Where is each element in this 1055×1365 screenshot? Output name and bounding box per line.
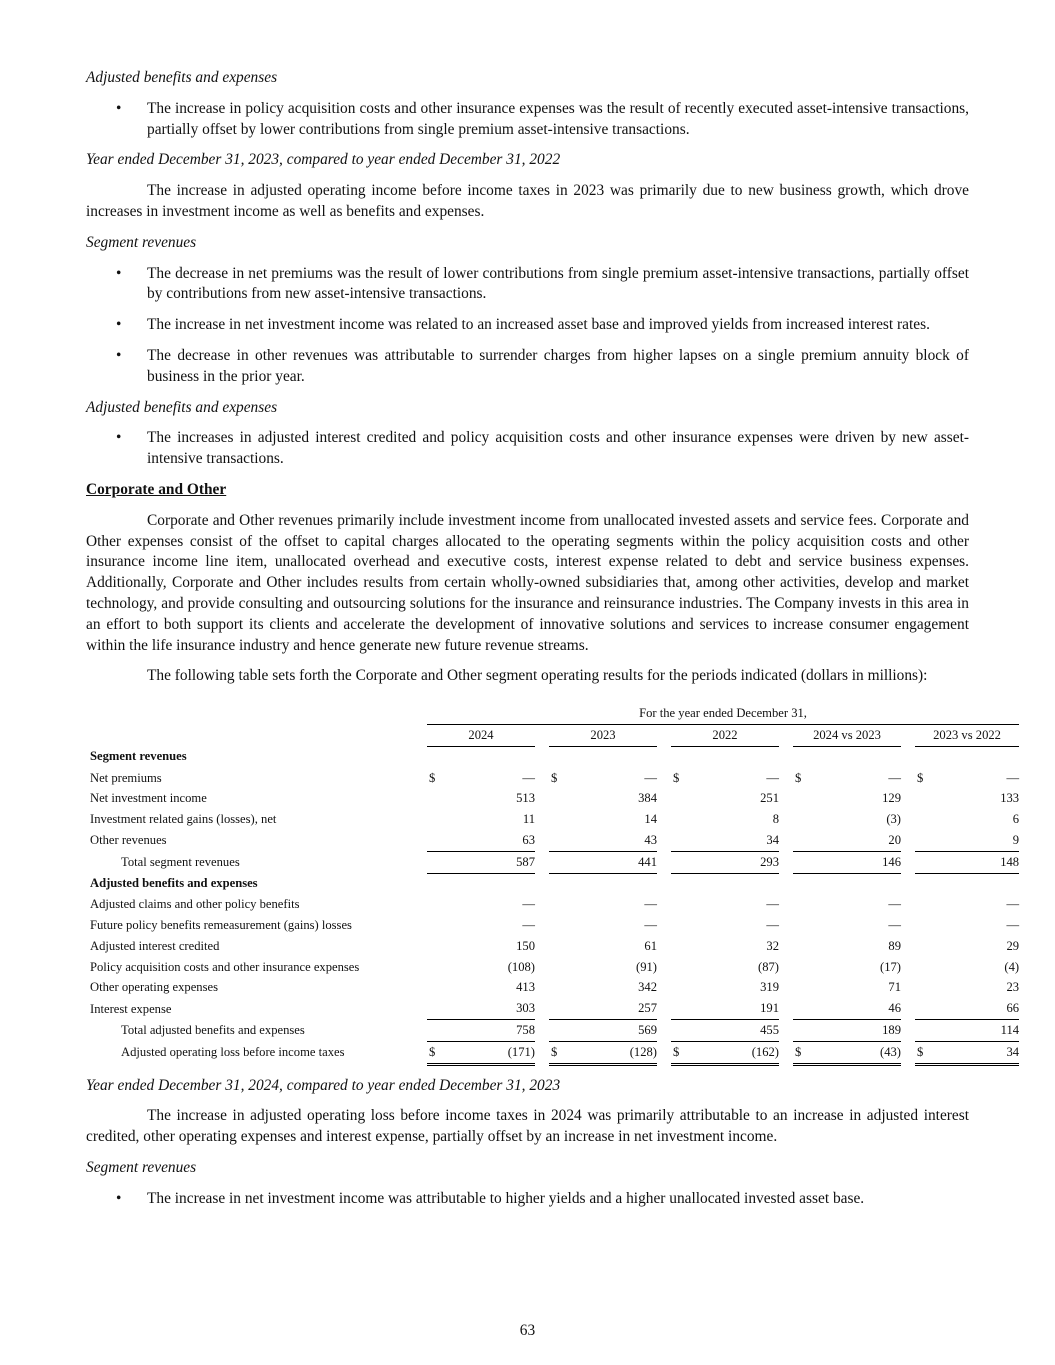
currency-sign: $: [551, 770, 558, 785]
table-cell: —: [766, 897, 779, 912]
table-row: [86, 977, 1019, 998]
row-label: Total segment revenues: [121, 854, 240, 869]
table-cell: —: [522, 897, 535, 912]
table-cell: 455: [685, 1020, 779, 1042]
table-cell: 34: [929, 1041, 1019, 1064]
table-cell: 34: [685, 830, 779, 851]
column-header: 2023: [549, 724, 657, 746]
section-label: Segment revenues: [90, 749, 187, 764]
row-label: Adjusted claims and other policy benefits: [90, 897, 300, 912]
row-label: Total adjusted benefits and expenses: [121, 1023, 305, 1038]
table-cell: 14: [644, 812, 657, 827]
column-header: 2024: [427, 724, 535, 746]
bullet-marker: •: [116, 264, 122, 282]
table-cell: (128): [563, 1041, 657, 1064]
table-cell: —: [888, 770, 901, 785]
table-cell: 413: [516, 980, 535, 995]
super-header: For the year ended December 31,: [427, 703, 1019, 724]
table-cell: 319: [760, 980, 779, 995]
table-row: [86, 998, 1019, 1019]
currency-sign: $: [671, 1041, 685, 1064]
row-label: Future policy benefits remeasurement (gains) losses: [90, 918, 352, 933]
table-cell: 587: [441, 851, 535, 873]
row-label: Other revenues: [90, 833, 167, 848]
table-cell: 61: [644, 938, 657, 953]
table-cell: 43: [563, 830, 657, 851]
table-cell: 66: [929, 998, 1019, 1019]
table-cell: 189: [807, 1020, 901, 1042]
table-row: [86, 936, 1019, 957]
table-cell: (43): [807, 1041, 901, 1064]
table-cell: —: [766, 770, 779, 785]
table-cell: 342: [638, 980, 657, 995]
bullet-marker: •: [116, 1189, 122, 1207]
row-label: Interest expense: [90, 1001, 172, 1016]
bullet-list: [86, 1189, 969, 1210]
currency-sign: $: [549, 1041, 563, 1064]
table-cell: 148: [929, 851, 1019, 873]
table-cell: —: [1006, 897, 1020, 912]
table-cell: 9: [929, 830, 1019, 851]
table-cell: 251: [760, 791, 779, 806]
table-cell: —: [644, 770, 657, 785]
bullet-marker: •: [116, 429, 122, 447]
table-section-row: [86, 873, 1019, 894]
table-cell: 89: [888, 938, 901, 953]
table-cell: 293: [685, 851, 779, 873]
table-cell: (91): [636, 959, 657, 974]
bullet-item: • The increase in policy acquisition costs and other insurance expenses was the result of recently executed asset-intensive transactions, partially offset by lower contributions from single premium asset-intensive transactions.: [116, 99, 969, 138]
table-row: [86, 768, 1019, 789]
bullet-list: [86, 428, 969, 470]
table-cell: 758: [441, 1020, 535, 1042]
table-cell: 63: [441, 830, 535, 851]
table-section-row: [86, 746, 1019, 767]
column-header: 2022: [671, 724, 779, 746]
table-cell: (162): [685, 1041, 779, 1064]
row-label: Investment related gains (losses), net: [90, 812, 277, 827]
subheading-year-2024: Year ended December 31, 2024, compared to year ended December 31, 2023: [86, 1076, 561, 1094]
table-row: [86, 894, 1019, 915]
subheading-adjusted-benefits: Adjusted benefits and expenses: [86, 69, 278, 86]
currency-sign: $: [795, 770, 802, 785]
table-cell: 303: [441, 998, 535, 1019]
table-row: [86, 830, 1019, 851]
subheading-year-2023: Year ended December 31, 2023, compared to year ended December 31, 2022: [86, 151, 561, 169]
table-cell: 8: [772, 812, 779, 827]
table-cell: 20: [807, 830, 901, 851]
bullet-marker: •: [116, 346, 122, 364]
section-heading-corporate-other: Corporate and Other: [86, 480, 227, 498]
page-number: 63: [519, 1322, 536, 1339]
table-cell: —: [522, 918, 535, 933]
paragraph: The following table sets forth the Corporate and Other segment operating results for the periods indicated (dollars in millions):: [147, 667, 928, 685]
table-cell: 384: [638, 791, 657, 806]
table-cell: (171): [441, 1041, 535, 1064]
bullet-item: • The decrease in net premiums was the result of lower contributions from single premium asset-intensive transactions, partially offset by contributions from new asset-intensive transactions.: [116, 264, 969, 303]
table-cell: 23: [1006, 980, 1020, 995]
table-cell: —: [1006, 770, 1020, 785]
table-total-row: [86, 851, 1019, 873]
bullet-item: • The decrease in other revenues was attributable to surrender charges from higher lapses on a single premium annuity block of business in the prior year.: [116, 346, 969, 385]
table-cell: 150: [516, 938, 535, 953]
table-cell: 11: [522, 812, 535, 827]
table-cell: 129: [882, 791, 901, 806]
table-cell: 29: [1006, 938, 1020, 953]
paragraph: The increase in adjusted operating income before income taxes in 2023 was primarily due to new business growth, which drove increases in investment income as well as benefits and expenses.: [86, 182, 969, 220]
row-label: Net investment income: [90, 791, 207, 806]
table-cell: —: [888, 918, 901, 933]
table-header-row: [86, 724, 1019, 746]
subheading-adjusted-benefits: Adjusted benefits and expenses: [86, 398, 278, 416]
table-super-header-row: [86, 703, 1019, 724]
table-cell: (108): [507, 959, 535, 974]
table-cell: 569: [563, 1020, 657, 1042]
paragraph: The increase in adjusted operating loss before income taxes in 2024 was primarily attributable to an increase in adjusted interest credited, other operating expenses and interest expense, partially offset by an increase in net investment income.: [86, 1107, 969, 1146]
table-total-row: [86, 1020, 1019, 1042]
table-cell: 441: [563, 851, 657, 873]
table-cell: —: [888, 897, 901, 912]
table-cell: 146: [807, 851, 901, 873]
currency-sign: $: [427, 1041, 441, 1064]
table-cell: 6: [1012, 812, 1020, 827]
table-cell: 257: [563, 998, 657, 1019]
subheading-segment-revenues: Segment revenues: [86, 1159, 197, 1177]
table-row: [86, 915, 1019, 936]
column-header: 2024 vs 2023: [793, 724, 901, 746]
bullet-marker: •: [116, 99, 122, 117]
table-total-row: [86, 1041, 1019, 1064]
currency-sign: $: [673, 770, 680, 785]
table-cell: —: [1006, 918, 1020, 933]
table-cell: 191: [685, 998, 779, 1019]
subheading-segment-revenues: Segment revenues: [86, 233, 197, 251]
row-label: Other operating expenses: [90, 980, 218, 995]
table-row: [86, 809, 1019, 830]
column-header: 2023 vs 2022: [915, 724, 1019, 746]
document-page: [86, 68, 1020, 1220]
table-row: [86, 957, 1019, 978]
table-cell: 133: [1000, 791, 1020, 806]
table-cell: (3): [886, 812, 901, 827]
bullet-item: • The increase in net investment income was related to an increased asset base and improved yields from increased interest rates.: [86, 315, 969, 336]
table-cell: (17): [880, 959, 901, 974]
bullet-item: • The increases in adjusted interest credited and policy acquisition costs and other insurance expenses were driven by new asset-intensive transactions.: [116, 429, 969, 468]
section-label: Adjusted benefits and expenses: [90, 876, 258, 891]
currency-sign: $: [793, 1041, 807, 1064]
table-row: [86, 788, 1019, 809]
table-cell: (87): [758, 959, 779, 974]
paragraph: Corporate and Other revenues primarily include investment income from unallocated invested assets and service fees. Corporate and Other expenses consist of the offset to capital charges allocated to the operating segments within the policy acquisition costs and other insurance income line item, unallocated overhead and executive costs, interest expense related to debt and service business expenses. Additionally, Corporate and Other includes results from certain wholly-owned subsidiaries that, among other activities, develop and market technology, and provide consulting and outsourcing solutions for the insurance and reinsurance industries. The Company invests in this area in an effort to both support its clients and accelerate the development of innovative solutions and services to increase consumer engagement within the life insurance industry and hence generate new future revenue streams.: [86, 511, 969, 654]
table-cell: 513: [516, 791, 535, 806]
row-label: Adjusted interest credited: [90, 938, 220, 953]
table-cell: 46: [807, 998, 901, 1019]
table-cell: 114: [929, 1020, 1019, 1042]
row-label: Policy acquisition costs and other insurance expenses: [90, 959, 360, 974]
bullet-item: • The increase in net investment income was attributable to higher yields and a higher unallocated invested asset base.: [86, 1189, 969, 1210]
table-cell: 32: [766, 938, 779, 953]
table-cell: 71: [888, 980, 901, 995]
table-cell: —: [644, 918, 657, 933]
table-cell: —: [644, 897, 657, 912]
currency-sign: $: [429, 770, 436, 785]
table-cell: —: [766, 918, 779, 933]
row-label: Adjusted operating loss before income taxes: [121, 1045, 345, 1060]
table-cell: —: [522, 770, 535, 785]
bullet-marker: •: [116, 316, 122, 334]
bullet-list: [86, 99, 969, 141]
bullet-list: [86, 264, 969, 388]
currency-sign: $: [915, 1041, 929, 1064]
row-label: Net premiums: [90, 770, 162, 785]
currency-sign: $: [917, 770, 924, 785]
table-cell: (4): [1004, 959, 1020, 974]
corporate-other-results-table: [86, 703, 1019, 1066]
